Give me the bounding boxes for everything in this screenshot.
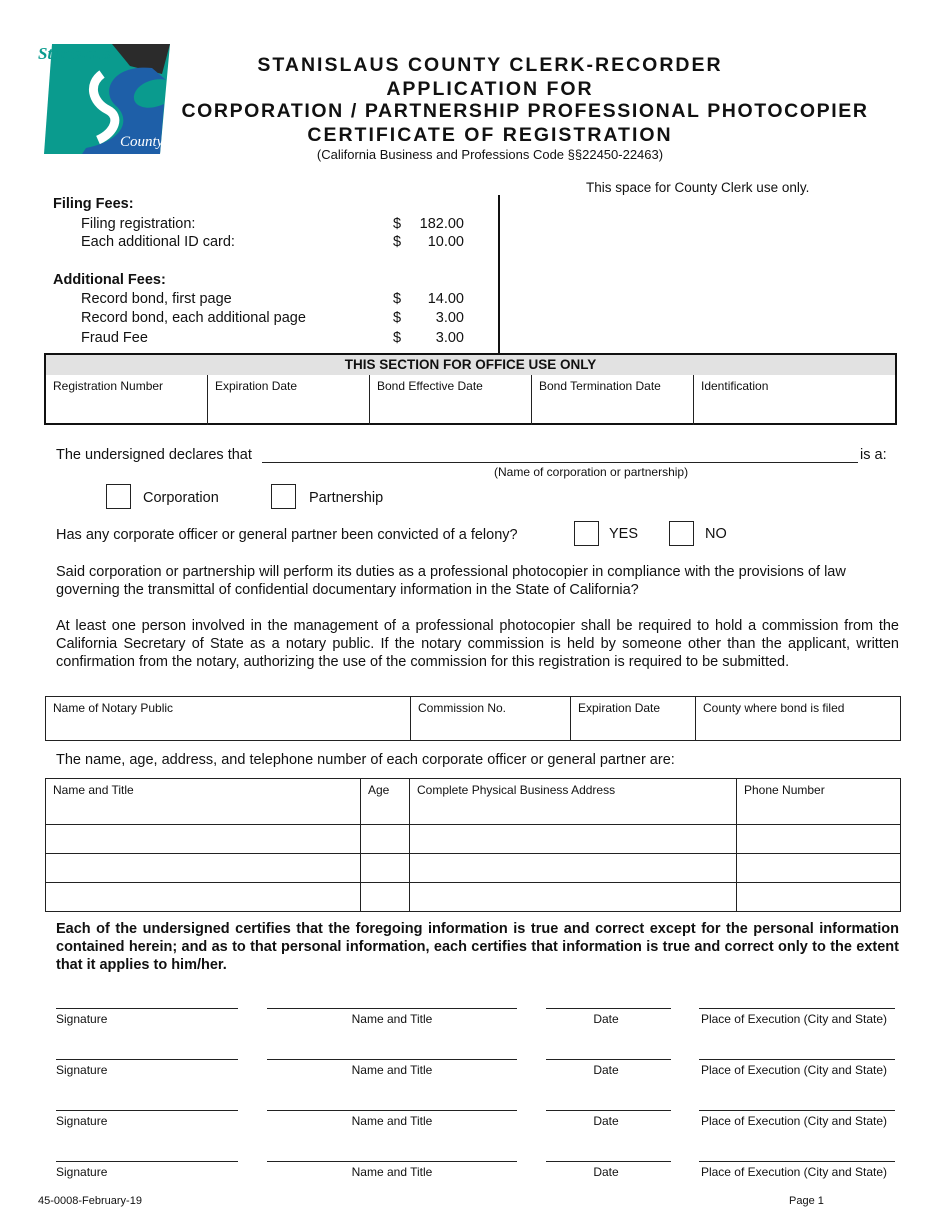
officers-header-row xyxy=(46,779,901,825)
name-title-line[interactable] xyxy=(267,1059,517,1060)
date-line[interactable] xyxy=(546,1161,671,1162)
notary-paragraph: At least one person involved in the management of a professional photocopier shall be required to hold a commission from the California Secretary of State as a notary public. If the notary commission is held by someone other than the applicant, written confirmation from the notary, authorizing the use of the commission for this registration is required to be submitted. xyxy=(56,618,899,670)
additional-fees-heading: Additional Fees: xyxy=(53,272,166,288)
officer-name-title-field[interactable] xyxy=(46,825,361,854)
fee-amount: 14.00 xyxy=(427,291,464,307)
signature-label: Signature xyxy=(56,1114,108,1128)
place-line[interactable] xyxy=(699,1110,895,1111)
fee-currency: $ xyxy=(393,216,402,232)
felony-question: Has any corporate officer or general partner been convicted of a felony? xyxy=(56,527,518,543)
officer-age-field[interactable]: Age xyxy=(361,779,410,825)
fee-row: Filing registration: xyxy=(81,216,196,232)
place-line[interactable] xyxy=(699,1008,895,1009)
logo-bottom-text: County xyxy=(120,134,164,150)
fee-row: Record bond, first page xyxy=(81,291,232,307)
place-line[interactable] xyxy=(699,1161,895,1162)
officer-address-field[interactable] xyxy=(410,883,737,912)
officer-phone-field[interactable]: Phone Number xyxy=(737,779,901,825)
place-label: Place of Execution (City and State) xyxy=(700,1012,888,1026)
signature-line[interactable] xyxy=(56,1110,238,1111)
date-label: Date xyxy=(593,1114,619,1128)
office-field-bond-effective-date[interactable]: Bond Effective Date xyxy=(370,375,532,425)
felony-yes-checkbox[interactable] xyxy=(574,521,599,546)
office-field-identification[interactable]: Identification xyxy=(701,379,769,393)
officer-phone-field[interactable] xyxy=(737,883,901,912)
officer-name-title-field[interactable] xyxy=(46,883,361,912)
officer-phone-field[interactable] xyxy=(737,854,901,883)
certification-statement: Each of the undersigned certifies that the foregoing information is true and correct except for the personal information contained herein; and as to that personal information, each certifies that information is true and correct only to the extent that it applies to him/her. xyxy=(56,921,899,973)
commission-number-field[interactable]: Commission No. xyxy=(411,697,571,741)
date-line[interactable] xyxy=(546,1059,671,1060)
declaration-suffix: is a: xyxy=(860,447,887,463)
officer-age-field[interactable] xyxy=(361,854,410,883)
clerk-note: This space for County Clerk use only. xyxy=(586,180,810,195)
table-row xyxy=(46,854,901,883)
fee-row: Record bond, each additional page xyxy=(81,310,306,326)
filing-fees-heading: Filing Fees: xyxy=(53,196,134,212)
signature-label: Signature xyxy=(56,1063,108,1077)
office-field-registration-number[interactable]: Registration Number xyxy=(46,375,208,425)
fee-currency: $ xyxy=(393,234,402,250)
signature-line[interactable] xyxy=(56,1059,238,1060)
name-title-line[interactable] xyxy=(267,1008,517,1009)
officers-intro: The name, age, address, and telephone number of each corporate officer or general partner are: xyxy=(56,752,675,768)
logo-top-text: Stanislaus xyxy=(38,44,111,63)
header-line1: STANISLAUS COUNTY CLERK-RECORDER xyxy=(257,54,723,76)
partnership-label: Partnership xyxy=(309,490,384,506)
fee-amount: 10.00 xyxy=(427,234,464,250)
signature-label: Signature xyxy=(56,1012,108,1026)
header-line3: CORPORATION / PARTNERSHIP PROFESSIONAL PHOTOCOPIER xyxy=(181,100,869,122)
fee-currency: $ xyxy=(393,291,402,307)
fee-amount: 3.00 xyxy=(435,330,464,346)
fee-amount: 3.00 xyxy=(435,310,464,326)
felony-no-label: NO xyxy=(705,526,727,542)
declaration-prefix: The undersigned declares that xyxy=(56,447,252,463)
office-field-bond-termination-date[interactable]: Bond Termination Date xyxy=(532,375,694,425)
officer-age-field[interactable] xyxy=(361,825,410,854)
bond-county-field[interactable]: County where bond is filed xyxy=(696,697,901,741)
officer-name-title-field[interactable]: Name and Title xyxy=(46,779,361,825)
place-label: Place of Execution (City and State) xyxy=(700,1063,888,1077)
date-line[interactable] xyxy=(546,1008,671,1009)
signature-label: Signature xyxy=(56,1165,108,1179)
fee-row: Each additional ID card: xyxy=(81,234,235,250)
signature-line[interactable] xyxy=(56,1161,238,1162)
officer-age-field[interactable] xyxy=(361,883,410,912)
felony-no-checkbox[interactable] xyxy=(669,521,694,546)
officer-phone-field[interactable] xyxy=(737,825,901,854)
header-line2: APPLICATION FOR xyxy=(386,78,594,100)
officer-address-field[interactable]: Complete Physical Business Address xyxy=(410,779,737,825)
office-use-section xyxy=(44,353,897,425)
notary-expiration-field[interactable]: Expiration Date xyxy=(571,697,696,741)
date-line[interactable] xyxy=(546,1110,671,1111)
date-label: Date xyxy=(593,1063,619,1077)
header-line4: CERTIFICATE OF REGISTRATION xyxy=(307,124,673,146)
form-id: 45-0008-February-19 xyxy=(38,1195,142,1207)
name-title-line[interactable] xyxy=(267,1110,517,1111)
name-title-label: Name and Title xyxy=(351,1012,433,1026)
county-logo xyxy=(38,44,174,158)
table-row xyxy=(46,825,901,854)
partnership-checkbox[interactable] xyxy=(271,484,296,509)
place-label: Place of Execution (City and State) xyxy=(700,1165,888,1179)
corporation-label: Corporation xyxy=(143,490,219,506)
table-row xyxy=(46,883,901,912)
office-use-heading: THIS SECTION FOR OFFICE USE ONLY xyxy=(46,355,895,375)
declaration-caption: (Name of corporation or partnership) xyxy=(494,465,689,479)
officer-name-title-field[interactable] xyxy=(46,854,361,883)
fee-currency: $ xyxy=(393,310,402,326)
fee-row: Fraud Fee xyxy=(81,330,148,346)
officer-address-field[interactable] xyxy=(410,854,737,883)
name-title-label: Name and Title xyxy=(351,1165,433,1179)
page-number: Page 1 xyxy=(789,1195,824,1207)
date-label: Date xyxy=(593,1012,619,1026)
name-title-line[interactable] xyxy=(267,1161,517,1162)
corporation-checkbox[interactable] xyxy=(106,484,131,509)
fee-amount: 182.00 xyxy=(419,216,464,232)
notary-name-field[interactable]: Name of Notary Public xyxy=(46,697,411,741)
signature-line[interactable] xyxy=(56,1008,238,1009)
place-line[interactable] xyxy=(699,1059,895,1060)
fee-currency: $ xyxy=(393,330,402,346)
compliance-paragraph: Said corporation or partnership will perform its duties as a professional photocopier in compliance with the provisions of law governing the transmittal of confidential documentary information in the State of California? xyxy=(56,564,846,598)
place-label: Place of Execution (City and State) xyxy=(700,1114,888,1128)
name-title-label: Name and Title xyxy=(351,1114,433,1128)
header-subtitle: (California Business and Professions Code §§22450-22463) xyxy=(316,147,664,162)
name-title-label: Name and Title xyxy=(351,1063,433,1077)
vertical-divider xyxy=(498,195,500,353)
officers-table xyxy=(45,778,901,912)
notary-table xyxy=(45,696,901,741)
date-label: Date xyxy=(593,1165,619,1179)
office-field-expiration-date[interactable]: Expiration Date xyxy=(208,375,370,425)
officer-address-field[interactable] xyxy=(410,825,737,854)
felony-yes-label: YES xyxy=(609,526,639,542)
